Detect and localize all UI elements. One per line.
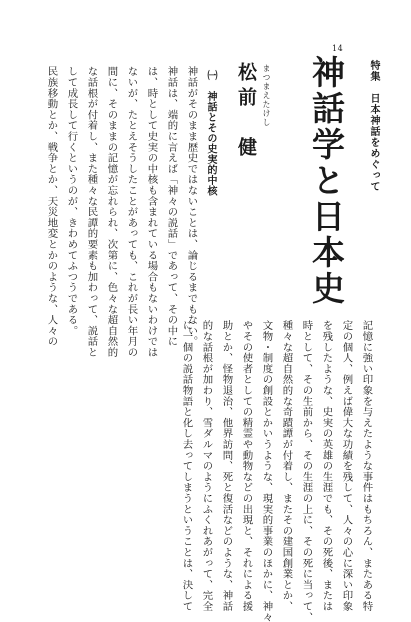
article-title: 神話学と日本史 <box>307 55 346 307</box>
text-column: 定の個人、例えば偉大な功績を残して、人々の心に深い印象 <box>340 320 353 612</box>
text-column: な話根が付着し、また種々な民譚的要素も加わって、説話と <box>85 66 98 358</box>
text-column: やその使者としての精霊や動物などの出現と、それによる援 <box>240 320 253 612</box>
text-column: は、時として史実の中核も含まれている場合もないわけでは <box>145 66 158 358</box>
text-column: 種々な超自然的な奇蹟譚が付着し、またその建国創業とか、 <box>280 320 293 612</box>
text-column: に一個の説話物語と化し去ってしまうということは、決して <box>180 320 193 612</box>
text-column: して成長して行くというのが、きわめてふつうである。 <box>65 66 78 336</box>
text-column: 間に、そのままの記憶が忘れられ、次第に、色々な超自然的 <box>105 66 118 358</box>
series-heading: 特集 日本神話をめぐって <box>368 60 379 192</box>
text-column: 記憶に強い印象を与えたような事件はもちろん、またある特 <box>360 320 373 612</box>
text-column: 的な話根が加わり、雪ダルマのようにふくれあがって、完全 <box>200 320 213 612</box>
text-column: 神話は、端的に言えば「神々の説話」であって、その中に <box>165 66 178 347</box>
text-column: 神話がそのまま歴史ではないことは、論じるまでもない。 <box>185 66 198 347</box>
text-column: 民族移動とか、戦争とか、天災地変とかのような、人々の <box>45 66 58 347</box>
text-column: 助とか、怪物退治、他界訪問、死と復活などのような、神話 <box>220 320 233 612</box>
text-column: を残したような、史実の英雄の生涯でも、その死後、または <box>320 320 333 612</box>
section-heading: ㈠ 神話とその史実的中核 <box>205 70 216 196</box>
text-column: ないが、たとえそうしたことがあっても、これが長い年月の <box>125 66 138 358</box>
page-number: 14 <box>332 44 344 53</box>
author-name: 松前 健 <box>235 62 257 162</box>
text-column: 文物・制度の創設とかいうような、現実的事業のほかに、神々 <box>260 320 273 622</box>
author-reading: まつまえたけし <box>262 64 271 127</box>
text-column: 時として、その生前から、その生涯の上に、その死に当って、 <box>300 320 313 622</box>
